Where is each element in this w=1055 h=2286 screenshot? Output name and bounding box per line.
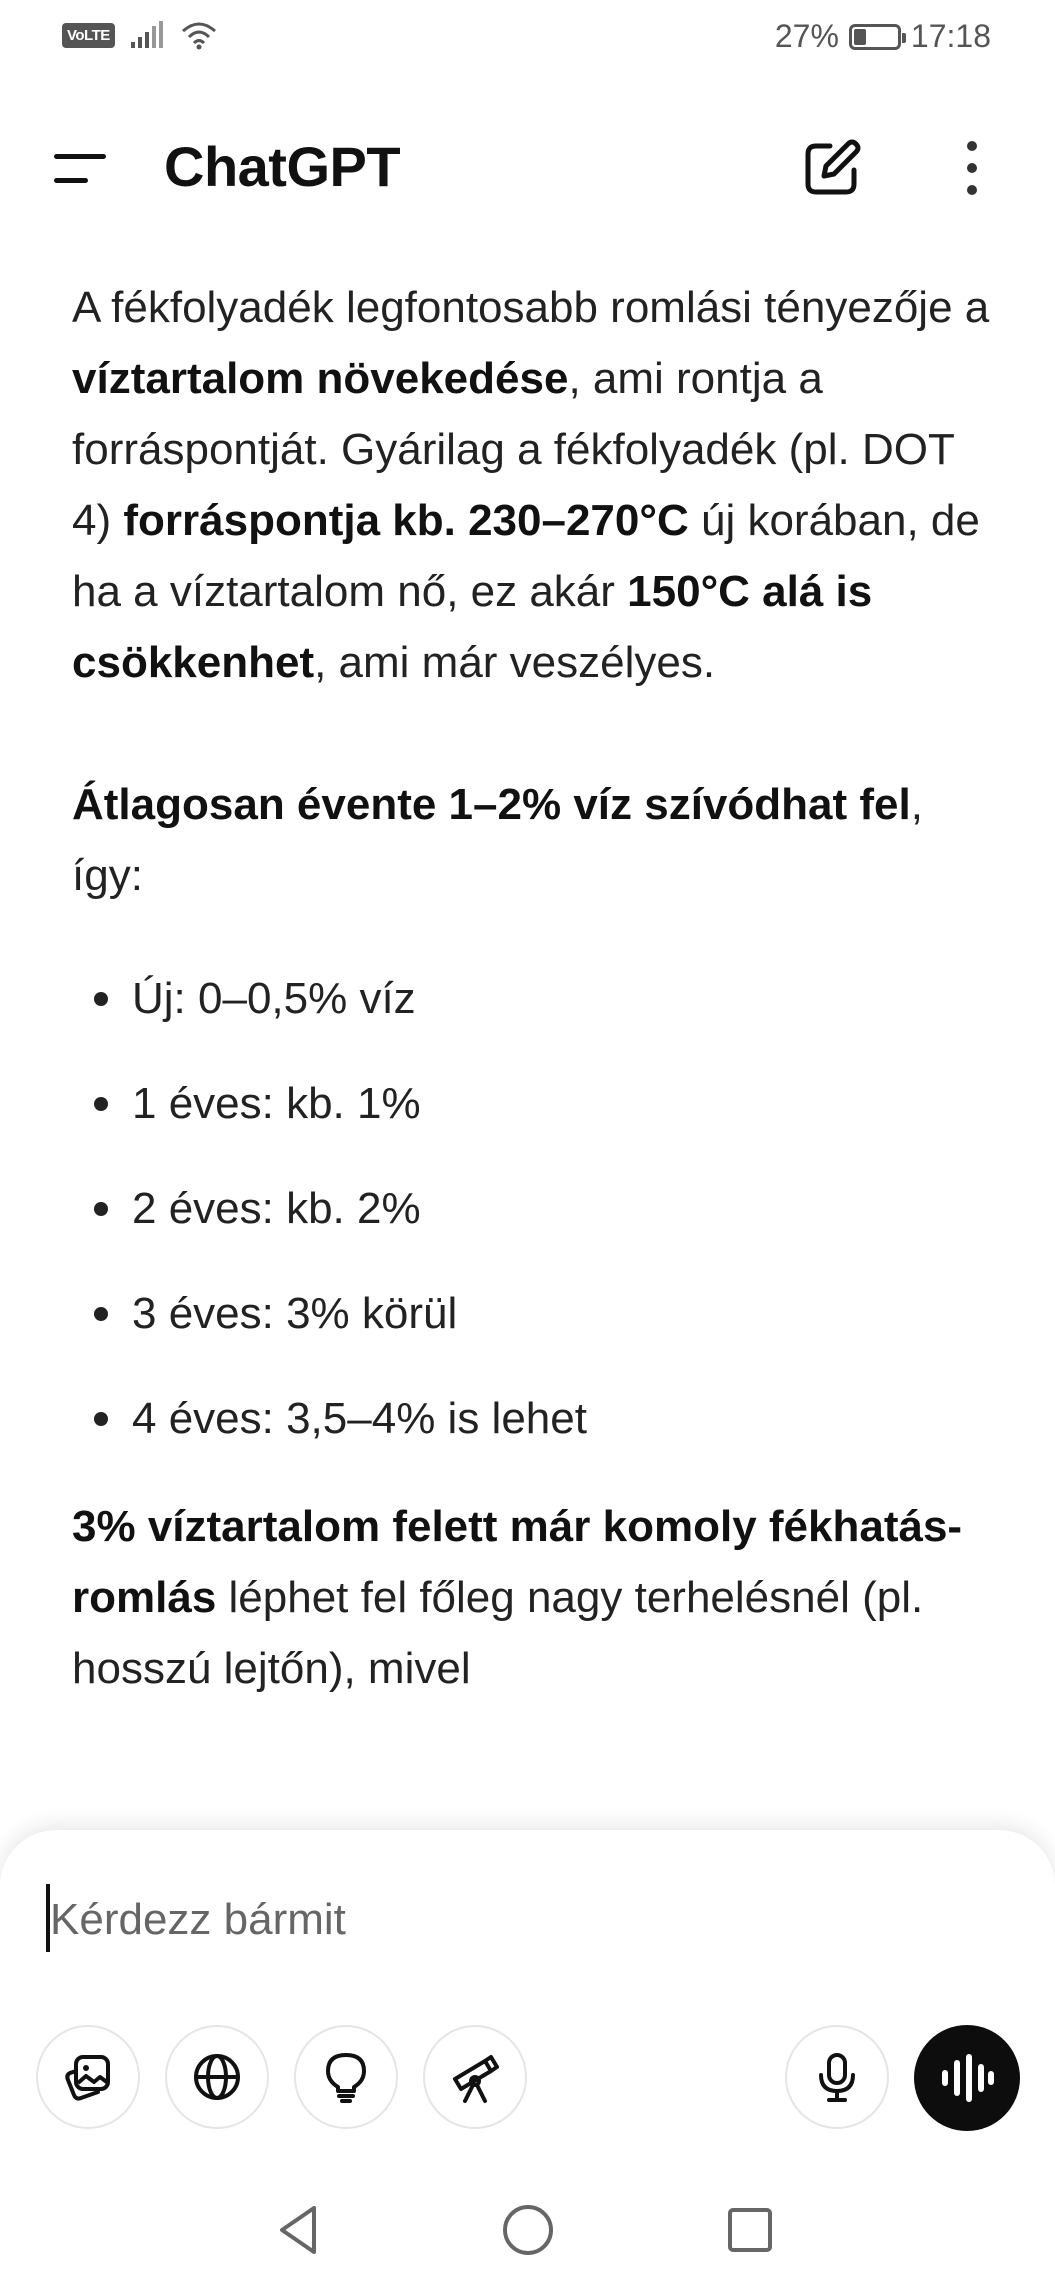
list-item: 3 éves: 3% körül	[72, 1261, 992, 1366]
wifi-icon	[179, 20, 219, 50]
text-span: A fékfolyadék legfontosabb romlási tényezője a	[72, 283, 990, 332]
message-paragraph	[72, 1491, 992, 1704]
status-bar	[0, 0, 1055, 80]
text-span: , így:	[72, 780, 923, 900]
recents-icon[interactable]	[720, 2200, 780, 2260]
app-title: ChatGPT	[164, 135, 401, 198]
research-button[interactable]	[423, 2025, 527, 2129]
status-right	[775, 18, 991, 55]
reason-lightbulb-icon	[318, 2049, 374, 2105]
bold-span: 150°C alá is csökkenhet	[72, 567, 873, 687]
voice-mode-icon	[937, 2053, 997, 2103]
list-item: 1 éves: kb. 1%	[72, 1051, 992, 1156]
web-search-icon	[189, 2049, 245, 2105]
volte-badge: VoLTE	[62, 23, 115, 48]
reason-button[interactable]	[294, 2025, 398, 2129]
web-search-button[interactable]	[165, 2025, 269, 2129]
text-span: léphet fel főleg nagy terhelésnél (pl. hosszú lejtőn), mivel	[72, 1573, 924, 1693]
list-item: 2 éves: kb. 2%	[72, 1156, 992, 1261]
text-span: új korában, de ha a víztartalom nő, ez akár	[72, 496, 980, 616]
battery-icon	[849, 24, 901, 50]
prompt-input[interactable]	[50, 1880, 990, 1960]
attach-image-icon	[60, 2049, 116, 2105]
home-icon[interactable]	[498, 2200, 558, 2260]
microphone-icon	[809, 2049, 865, 2105]
battery-percent: 27%	[774, 18, 839, 54]
bold-span: víztartalom növekedése	[72, 354, 569, 403]
status-left	[62, 20, 219, 50]
message-paragraph	[72, 769, 992, 911]
assistant-message	[72, 272, 992, 1704]
bold-span: forráspontja kb. 230–270°C	[123, 496, 689, 545]
bold-span: Átlagosan évente 1–2% víz szívódhat fel	[72, 780, 911, 829]
back-icon[interactable]	[270, 2200, 330, 2260]
voice-mode-button[interactable]	[914, 2025, 1020, 2131]
message-paragraph	[72, 272, 992, 698]
bullet-list	[72, 946, 992, 1471]
bold-span: 3% víztartalom felett már komoly fékhatás-romlás	[72, 1502, 963, 1622]
text-span: , ami már veszélyes.	[314, 638, 716, 687]
app-header	[0, 100, 1055, 235]
prompt-input-wrap[interactable]	[46, 1880, 1006, 1960]
system-nav-bar	[0, 2180, 1055, 2286]
clock: 17:18	[910, 18, 991, 54]
list-item: 4 éves: 3,5–4% is lehet	[72, 1366, 992, 1471]
menu-icon[interactable]	[52, 148, 112, 188]
new-chat-icon[interactable]	[800, 136, 864, 200]
battery-fill	[854, 29, 866, 45]
attach-image-button[interactable]	[36, 2025, 140, 2129]
signal-icon	[129, 20, 165, 50]
list-item: Új: 0–0,5% víz	[72, 946, 992, 1051]
text-span: , ami rontja a forráspontját. Gyárilag a fékfolyadék (pl. DOT 4)	[72, 354, 955, 545]
more-icon[interactable]	[960, 138, 984, 198]
research-telescope-icon	[447, 2049, 503, 2105]
dictate-button[interactable]	[785, 2025, 889, 2129]
